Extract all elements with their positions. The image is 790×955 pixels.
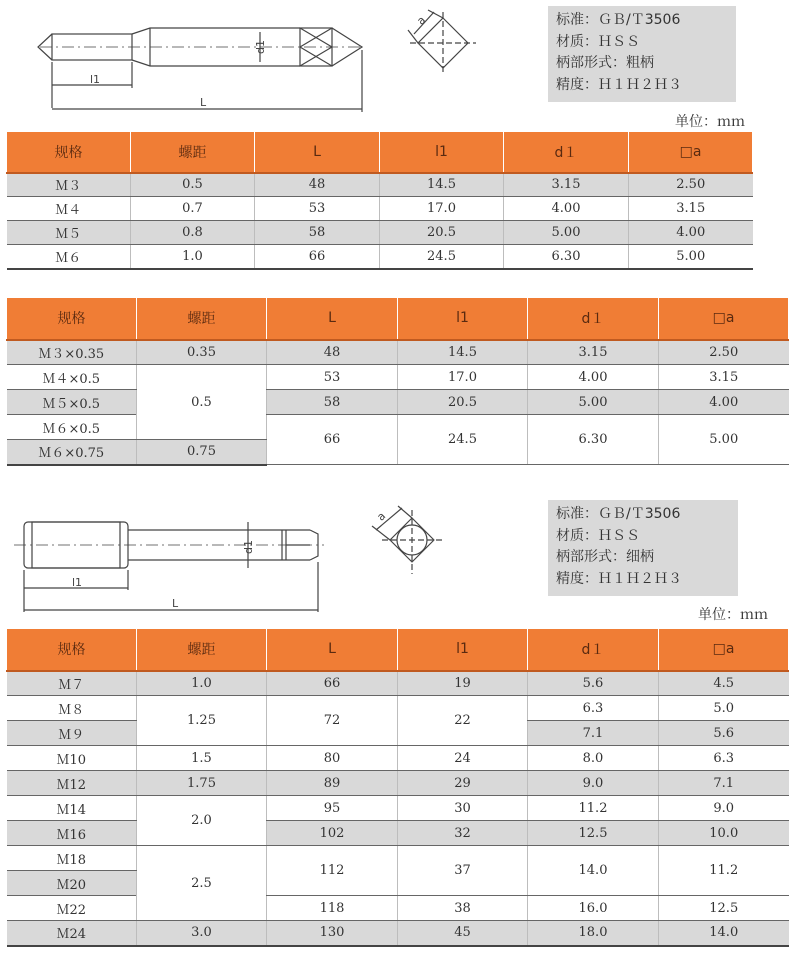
- spec-standard: 标准：ＧＢ/Ｔ3506: [556, 506, 681, 522]
- table-cell: 38: [398, 896, 528, 921]
- table-cell: 2.5: [137, 846, 267, 921]
- spec-table-2: [6, 297, 789, 466]
- table-cell: Ｍ６: [7, 245, 131, 269]
- table-cell: 112: [267, 846, 398, 896]
- table-cell: 5.00: [629, 245, 753, 269]
- table-cell: 16.0: [528, 896, 659, 921]
- table-cell: 53: [255, 197, 380, 221]
- table-cell: 1.75: [137, 771, 267, 796]
- col-header-L: L: [267, 298, 398, 340]
- table-cell: Ｍ３×0.35: [7, 340, 137, 365]
- table-row: [7, 746, 789, 771]
- table-cell: 0.5: [137, 365, 267, 440]
- table-cell: 4.00: [629, 221, 753, 245]
- spec-table-1: [6, 131, 753, 270]
- table-cell: 3.0: [137, 921, 267, 946]
- table-cell: 89: [267, 771, 398, 796]
- spec-box-bottom: [548, 500, 738, 596]
- table-row: [7, 173, 753, 197]
- table-cell: 6.3: [659, 746, 789, 771]
- table-cell: Ｍ12: [7, 771, 137, 796]
- table-row: [7, 245, 753, 269]
- a-label-top: a: [414, 13, 429, 28]
- table-cell: 118: [267, 896, 398, 921]
- col-header-pitch: 螺距: [137, 629, 267, 671]
- table-cell: 2.50: [659, 340, 789, 365]
- col-header-d1: d１: [528, 629, 659, 671]
- spec-table-3: [6, 628, 789, 947]
- table-cell: 0.75: [137, 440, 267, 465]
- table-cell: 130: [267, 921, 398, 946]
- table-cell: 17.0: [398, 365, 528, 390]
- table-cell: 11.2: [659, 846, 789, 896]
- table-cell: 102: [267, 821, 398, 846]
- table-cell: 24.5: [398, 415, 528, 465]
- spec-shank: 柄部形式：细柄: [556, 549, 654, 565]
- col-header-d1: d１: [504, 132, 629, 173]
- table-cell: 3.15: [629, 197, 753, 221]
- spec-precision: 精度：Ｈ１Ｈ２Ｈ３: [556, 570, 682, 587]
- table-cell: 53: [267, 365, 398, 390]
- table-cell: Ｍ10: [7, 746, 137, 771]
- spec-material: 材质：ＨＳＳ: [556, 527, 640, 544]
- table-cell: 14.0: [528, 846, 659, 896]
- table-cell: 2.0: [137, 796, 267, 846]
- tap-drawing-fine-shank: [10, 508, 330, 620]
- col-header-L: L: [267, 629, 398, 671]
- table-cell: 3.15: [659, 365, 789, 390]
- table-cell: 30: [398, 796, 528, 821]
- table-cell: 2.50: [629, 173, 753, 197]
- col-header-pitch: 螺距: [137, 298, 267, 340]
- table-cell: 14.0: [659, 921, 789, 946]
- col-header-spec: 规格: [7, 132, 131, 173]
- table-row: [7, 771, 789, 796]
- table-cell: 72: [267, 696, 398, 746]
- table-cell: Ｍ６×0.75: [7, 440, 137, 465]
- table-cell: Ｍ６×0.5: [7, 415, 137, 440]
- table-cell: 48: [267, 340, 398, 365]
- table-cell: Ｍ４×0.5: [7, 365, 137, 390]
- table-cell: Ｍ16: [7, 821, 137, 846]
- table-cell: Ｍ20: [7, 871, 137, 896]
- col-header-L: L: [255, 132, 380, 173]
- spec-shank: 柄部形式：粗柄: [556, 55, 654, 71]
- unit-label-top: 单位：ｍｍ: [675, 114, 745, 130]
- col-header-pitch: 螺距: [131, 132, 255, 173]
- table-row: [7, 221, 753, 245]
- table-cell: 7.1: [528, 721, 659, 746]
- table-cell: 45: [398, 921, 528, 946]
- table-cell: 58: [255, 221, 380, 245]
- table-cell: 9.0: [528, 771, 659, 796]
- d1-label: d1: [254, 40, 267, 54]
- table-cell: 66: [267, 415, 398, 465]
- table-row: [7, 365, 789, 390]
- col-header-spec: 规格: [7, 629, 137, 671]
- table-cell: 24: [398, 746, 528, 771]
- table-cell: 14.5: [380, 173, 504, 197]
- table-cell: 4.00: [659, 390, 789, 415]
- table-cell: 17.0: [380, 197, 504, 221]
- table-cell: 24.5: [380, 245, 504, 269]
- table-cell: 6.3: [528, 696, 659, 721]
- table-cell: 48: [255, 173, 380, 197]
- table-cell: 8.0: [528, 746, 659, 771]
- table-cell: 14.5: [398, 340, 528, 365]
- table-cell: Ｍ24: [7, 921, 137, 946]
- table-row: [7, 671, 789, 696]
- table-cell: 32: [398, 821, 528, 846]
- square-section-drawing-bottom: [364, 500, 454, 580]
- spec-material: 材质：ＨＳＳ: [556, 33, 640, 50]
- table-cell: Ｍ９: [7, 721, 137, 746]
- spec-precision: 精度：Ｈ１Ｈ２Ｈ３: [556, 76, 682, 93]
- table-cell: 12.5: [659, 896, 789, 921]
- table-cell: Ｍ８: [7, 696, 137, 721]
- table-cell: 5.00: [528, 390, 659, 415]
- table-cell: 1.0: [137, 671, 267, 696]
- square-section-drawing-top: [398, 8, 488, 78]
- table-cell: 19: [398, 671, 528, 696]
- table-cell: Ｍ22: [7, 896, 137, 921]
- table-cell: Ｍ５: [7, 221, 131, 245]
- table-cell: 5.0: [659, 696, 789, 721]
- table-row: [7, 796, 789, 821]
- table-cell: 6.30: [504, 245, 629, 269]
- table-cell: 4.00: [528, 365, 659, 390]
- col-header-a: □a: [629, 132, 753, 173]
- table-cell: Ｍ５×0.5: [7, 390, 137, 415]
- table-cell: 1.25: [137, 696, 267, 746]
- table-cell: 20.5: [380, 221, 504, 245]
- table-cell: 7.1: [659, 771, 789, 796]
- table-cell: 3.15: [528, 340, 659, 365]
- table-cell: 5.6: [659, 721, 789, 746]
- table-cell: 5.6: [528, 671, 659, 696]
- table-cell: 1.5: [137, 746, 267, 771]
- table-cell: Ｍ３: [7, 173, 131, 197]
- a-label-bottom: a: [374, 509, 389, 524]
- table-cell: 66: [267, 671, 398, 696]
- table-cell: 0.35: [137, 340, 267, 365]
- table-cell: 4.5: [659, 671, 789, 696]
- unit-label-bottom: 单位：ｍｍ: [698, 607, 768, 623]
- table-row: [7, 340, 789, 365]
- table-cell: 5.00: [504, 221, 629, 245]
- col-header-l1: l1: [380, 132, 504, 173]
- d1-label: d1: [242, 540, 255, 554]
- table-cell: 0.5: [131, 173, 255, 197]
- table-row: [7, 821, 789, 846]
- l1-label: l1: [72, 576, 83, 589]
- table-cell: Ｍ７: [7, 671, 137, 696]
- table-row: [7, 921, 789, 946]
- table-cell: 4.00: [504, 197, 629, 221]
- table-cell: 11.2: [528, 796, 659, 821]
- length-label: L: [172, 597, 179, 610]
- col-header-l1: l1: [398, 629, 528, 671]
- table-cell: 5.00: [659, 415, 789, 465]
- table-cell: 80: [267, 746, 398, 771]
- table-cell: 1.0: [131, 245, 255, 269]
- table-cell: 37: [398, 846, 528, 896]
- table-cell: Ｍ14: [7, 796, 137, 821]
- col-header-l1: l1: [398, 298, 528, 340]
- table-row: [7, 390, 789, 415]
- table-cell: 58: [267, 390, 398, 415]
- table-cell: 0.7: [131, 197, 255, 221]
- table-cell: 9.0: [659, 796, 789, 821]
- table-cell: 22: [398, 696, 528, 746]
- spec-standard: 标准：ＧＢ/Ｔ3506: [556, 12, 681, 28]
- table-cell: 3.15: [504, 173, 629, 197]
- table-row: [7, 896, 789, 921]
- tap-drawing-coarse-shank: [10, 8, 370, 120]
- l1-label: l1: [90, 73, 101, 86]
- table-cell: 0.8: [131, 221, 255, 245]
- table-cell: 20.5: [398, 390, 528, 415]
- table-cell: Ｍ４: [7, 197, 131, 221]
- table-cell: 6.30: [528, 415, 659, 465]
- table-cell: 66: [255, 245, 380, 269]
- col-header-d1: d１: [528, 298, 659, 340]
- table-row: [7, 197, 753, 221]
- table-cell: 12.5: [528, 821, 659, 846]
- length-label: L: [200, 96, 207, 109]
- table-cell: 18.0: [528, 921, 659, 946]
- table-cell: 29: [398, 771, 528, 796]
- col-header-a: □a: [659, 298, 789, 340]
- table-cell: Ｍ18: [7, 846, 137, 871]
- col-header-a: □a: [659, 629, 789, 671]
- table-row: [7, 846, 789, 871]
- table-row: [7, 415, 789, 440]
- col-header-spec: 规格: [7, 298, 137, 340]
- table-cell: 10.0: [659, 821, 789, 846]
- table-row: [7, 696, 789, 721]
- table-cell: 95: [267, 796, 398, 821]
- spec-box-top: [548, 6, 736, 102]
